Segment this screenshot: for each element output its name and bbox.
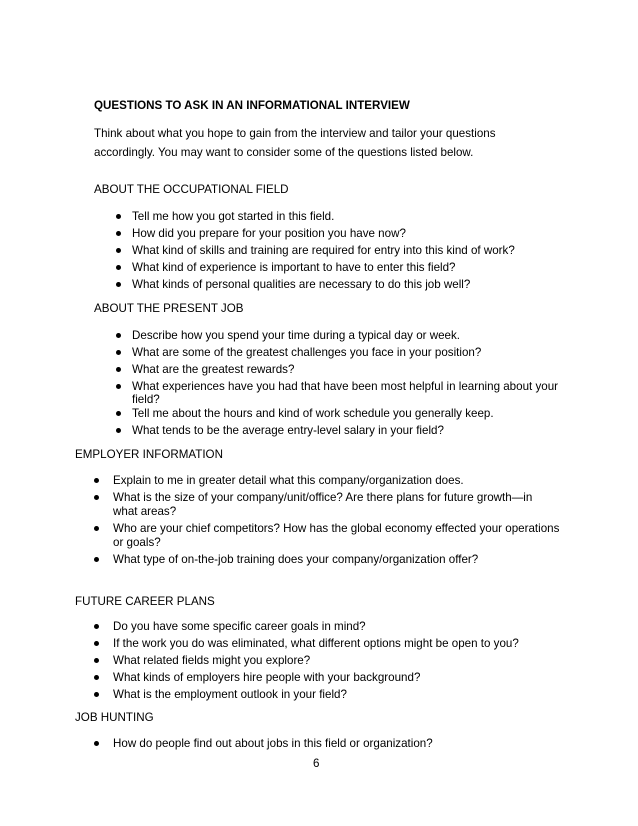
bullet-icon bbox=[116, 350, 121, 355]
intro-line-2: accordingly. You may want to consider some of the questions listed below. bbox=[94, 146, 474, 159]
bullet-icon bbox=[94, 658, 99, 663]
intro-line-1: Think about what you hope to gain from the interview and tailor your questions bbox=[94, 127, 496, 140]
bullet-icon bbox=[116, 231, 121, 236]
bullet-icon bbox=[94, 692, 99, 697]
bullet-icon bbox=[94, 741, 99, 746]
section-heading-employer: EMPLOYER INFORMATION bbox=[75, 448, 223, 461]
page-number: 6 bbox=[313, 757, 320, 770]
section-heading-future: FUTURE CAREER PLANS bbox=[75, 595, 215, 608]
section-heading-job-hunting: JOB HUNTING bbox=[75, 711, 154, 724]
bullet-icon bbox=[94, 624, 99, 629]
bullet-icon bbox=[94, 641, 99, 646]
bullet-icon bbox=[116, 282, 121, 287]
bullet-icon bbox=[116, 411, 121, 416]
section-heading-present-job: ABOUT THE PRESENT JOB bbox=[94, 302, 244, 315]
bullet-icon bbox=[94, 675, 99, 680]
bullet-icon bbox=[116, 367, 121, 372]
bullet-icon bbox=[94, 478, 99, 483]
bullet-icon bbox=[116, 214, 121, 219]
bullet-icon bbox=[116, 265, 121, 270]
bullet-icon bbox=[94, 526, 99, 531]
page-title: QUESTIONS TO ASK IN AN INFORMATIONAL INTERVIEW bbox=[94, 99, 410, 112]
bullet-icon bbox=[116, 384, 121, 389]
bullet-icon bbox=[94, 495, 99, 500]
section-heading-occupational: ABOUT THE OCCUPATIONAL FIELD bbox=[94, 183, 289, 196]
bullet-icon bbox=[116, 333, 121, 338]
document-page: QUESTIONS TO ASK IN AN INFORMATIONAL INTERVIEW Think about what you hope to gain from the interview and tailor your questions accordingly. You may want to consider some of the questions listed below. ABOUT THE OCCUPATIONAL FIELD Tell me how you got started in this field. How did you prepare for your position you have now? What kind of skills and training are required for entry into this kind of work? What kind of experience is important to have to enter this field? What kinds of personal qualities are necessary to do this job well? ABOUT THE PRESENT JOB Describe how you spend your time during a typical day or week. What are some of the greatest challenges you face in your position? What are the greatest rewards? What experiences have you had that have been most helpful in learning about your field? Tell me about the hours and kind of work schedule you generally keep. What tends to be the average entry-level salary in your field? EMPLOYER INFORMATION Explain to me in greater detail what this company/organization does. What is the size of your company/unit/office? Are there plans for future growth—in what areas? Who are your chief competitors? How has the global economy effected your operations or goals? What type of on-the-job training does your company/organization offer? FUTURE CAREER PLANS Do you have some specific career goals in mind? If the work you do was eliminated, what different options might be open to you? What related fields might you explore? What kinds of employers hire people with your background? What is the employment outlook in your field? JOB HUNTING How do people find out about jobs in this field or organization? 6 bbox=[75, 99, 560, 770]
bullet-icon bbox=[116, 428, 121, 433]
bullet-icon bbox=[116, 248, 121, 253]
bullet-icon bbox=[94, 557, 99, 562]
